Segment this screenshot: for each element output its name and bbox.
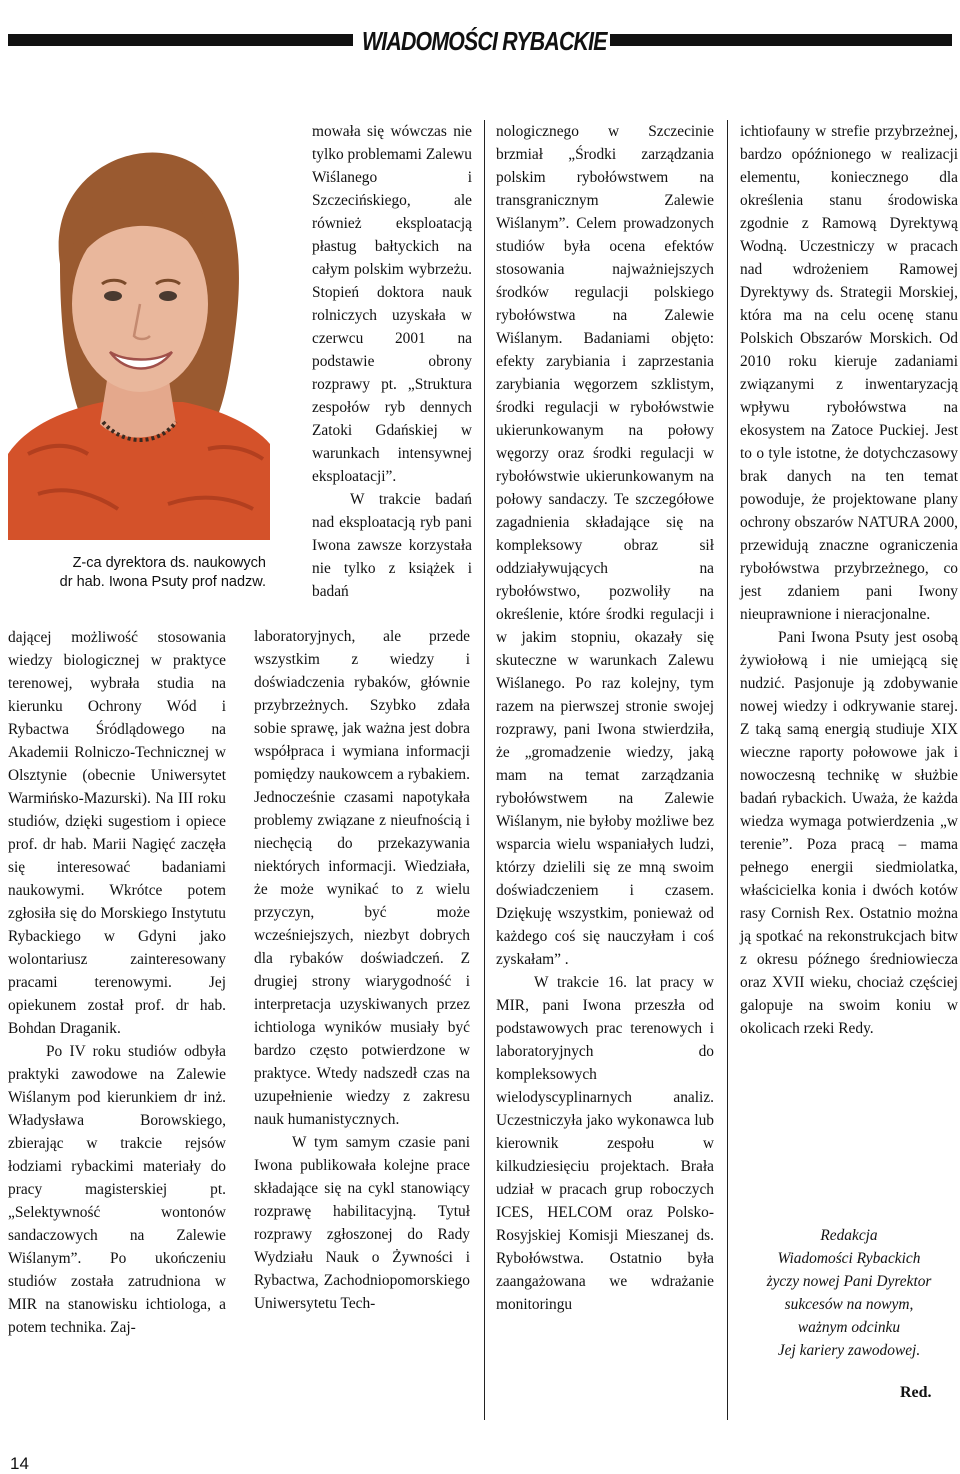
editorial-signoff [740,1224,958,1362]
photo-caption [8,554,266,592]
col3-paragraph-1: nologicznego w Szczecinie brzmiał „Środki zarządzania polskim rybołówstwem na transgranicznym Zalewie Wiślanym”. Celem prowadzonych studiów była ocena efektów stosowania najważniejszych środków regulacji polskiego rybołówstwa na Zalewie Wiślanym. Badaniami objęto: efekty zarybiania i zaprzestania zarybiania węgorzem szklistym, środki regulacji w rybołówstwie ukierunkowanym na połowy węgorzy oraz środki regulacji w rybołówstwie ukierunkowanym na połowy sandaczy. Te szczegółowe zagadnienia składające się na kompleksowy obraz sił oddziaływujących na rybołówstwo, pozwoliły na określenie, które środki regulacji i w jakim stopniu, okazały się skuteczne w warunkach Zalewu Wiślanego. Po raz kolejny, tym razem na pierwszej stronie swojej rozprawy, pani Iwona stwierdziła, że „gromadzenie wiedzy, jaką mam na temat zarządzania rybołówstwem na Zalewie Wiślanym, nie byłoby możliwe bez wsparcia wielu wspaniałych ludzi, którzy dzielili się ze mną swoim doświadczeniem i czasem. Dziękuję wszystkim, ponieważ od każdego coś się nauczyłam i coś zyskałam” . [496,123,714,968]
photo-caption-line1: Z-ca dyrektora ds. naukowych [72,555,266,571]
masthead-bar-right [610,34,952,46]
masthead-bar-left [8,34,353,46]
col1-paragraph-2: Po IV roku studiów odbyła praktyki zawodowe na Zalewie Wiślanym pod kierunkiem dr inż. Władysława Borowskiego, zbierając w trakcie rejsów łodziami rybackimi materiały do pracy magisterskiej pt. „Selektywność wontonów sandaczowych na Zalewie Wiślanym”. Po ukończeniu studiów została zatrudniona w MIR na stanowisku ichtiologa, a potem technika. Zaj- [8,1043,226,1336]
col3-paragraph-2: W trakcie 16. lat pracy w MIR, pani Iwona przeszła od podstawowych prac terenowych i laboratoryjnych do kompleksowych wielodyscyplinarnych analiz. Uczestniczyła jako wykonawca lub kierownik zespołu w kilkudziesięciu projektach. Brała udział w pracach grup roboczych ICES, HELCOM oraz Polsko-Rosyjskiej Komisji Mieszanej ds. Rybołówstwa. Ostatnio była zaangażowana we wdrażanie monitoringu [496,974,714,1313]
col2-paragraph-1: mowała się wówczas nie tylko problemami Zalewu Wiślanego i Szczecińskiego, ale również eksploatacją płastug bałtyckich na całym polskim wybrzeżu. Stopień doktora nauk rolniczych uzyskała w czerwcu 2001 na podstawie obrony rozprawy pt. „Struktura zespołów ryb dennych Zatoki Gdańskiej w warunkach intensywnej eksploatacji”. [312,123,472,485]
col2-paragraph-3: W tym samym czasie pani Iwona publikowała kolejne prace składające się na cykl stanowiący rozprawę habilitacyjną. Tytuł rozprawy zgłoszonej do Rady Wydziału Nauk o Żywności i Rybactwa, Zachodniopomorskiego Uniwersytetu Tech- [254,1134,470,1312]
signoff-line-6: Jej kariery zawodowej. [777,1342,921,1359]
page-number: 14 [10,1454,29,1473]
signoff-line-2: Wiadomości Rybackich [777,1250,921,1267]
signoff-line-4: sukcesów na nowym, [784,1296,914,1313]
article-column-2-top [312,120,472,603]
article-column-4 [740,120,958,1040]
signoff-line-3: życzy nowej Pani Dyrektor [766,1273,932,1290]
signature: Red. [900,1384,932,1401]
col1-paragraph-1: dającej możliwość stosowania wiedzy biologicznej w praktyce terenowej, wybrała studia na kierunku Ochrony Wód i Rybactwa Śródlądowego na Akademii Rolniczo-Technicznej w Olsztynie (obecnie Uniwersytet Warmińsko-Mazurski). Na III roku studiów, dzięki sugestiom i opiece prof. dr hab. Marii Nagięć zaczęła się interesować badaniami naukowymi. Wkrótce potem zgłosiła się do Morskiego Instytutu Rybackiego w Gdyni jako wolontariusz zainteresowany pracami terenowymi. Jej opiekunem został prof. dr hab. Bohdan Draganik. [8,629,226,1037]
masthead-logo [358,20,608,62]
col2-paragraph-2-start: W trakcie badań nad eksploatacją ryb pani Iwona zawsze korzystała nie tylko z książek i badań [312,491,472,600]
signoff-line-1: Redakcja [820,1227,878,1244]
portrait-illustration [8,124,270,540]
column-rule-1 [484,120,485,1420]
portrait-photo [8,124,270,540]
masthead [0,14,960,62]
article-column-1 [8,626,226,1339]
masthead-title: WIADOMOŚCI RYBACKIE [362,26,607,56]
article-column-3 [496,120,714,1316]
col4-paragraph-1: ichtiofauny w strefie przybrzeżnej, bardzo opóźnionego w realizacji elementu, koniecznego dla określenia stanu środowiska zgodnie z Ramową Dyrektywą Wodną. Uczestniczy w pracach nad wdrożeniem Ramowej Dyrektywy ds. Strategii Morskiej, która ma na celu ocenę stanu Polskich Obszarów Morskich. Od 2010 roku kieruje zadaniami związanymi z inwentaryzacją wpływu rybołówstwa na ekosystem na Zatoce Puckiej. Jest to o tyle istotne, że dotychczasowy brak danych na ten temat powoduje, że projektowane plany ochrony obszarów NATURA 2000, przewidują znaczne ograniczenia rybołówstwa przybrzeżnego, co jest zdaniem pani Iwony nieuprawnione i nieracjonalne. [740,123,958,623]
column-rule-2 [727,120,728,1420]
signoff-line-5: ważnym odcinku [797,1319,901,1336]
photo-caption-line2: dr hab. Iwona Psuty prof nadzw. [59,574,266,590]
col2-paragraph-2-cont: laboratoryjnych, ale przede wszystkim z wiedzy i doświadczenia rybaków, głównie przybrzeżnych. Szybko zdała sobie sprawę, jak ważna jest dobra współpraca i wymiana informacji pomiędzy naukowcem a rybakiem. Jednocześnie czasami napotykała problemy związane z nieufnością i niechęcią do przekazywania niektórych informacji. Wiedziała, że może wynikać to z wielu przyczyn, być może wcześniejszych, niezbyt dobrych dla rybaków doświadczeń. Z drugiej strony wiarygodność i interpretacja uzyskiwanych przez ichtiologa wyników musiały być bardzo często potwierdzone w praktyce. Wtedy nadszedł czas na uzupełnienie wiedzy z zakresu nauk humanistycznych. [254,628,470,1128]
article-column-2-bottom [254,625,470,1315]
col4-paragraph-2: Pani Iwona Psuty jest osobą żywiołową i nie umiejącą się nudzić. Pasjonuje ją zdobywanie nowej wiedzy i odkrywanie starej. Z taką samą energią studiuje XIX wieczne raporty połowowe jak i nowoczesną technikę w służbie badań rybackich. Uważa, że każda wiedza wymaga potwierdzenia „w terenie”. Poza pracą – mama pełnego energii siedmiolatka, właścicielka konia i dwóch kotów rasy Cornish Rex. Ostatnio można ją spotkać na rekonstrukcjach bitw z okresu późnego średniowiecza oraz XVII wieku, chociaż częściej galopuje na swoim koniu w okolicach rzeki Redy. [740,629,958,1037]
